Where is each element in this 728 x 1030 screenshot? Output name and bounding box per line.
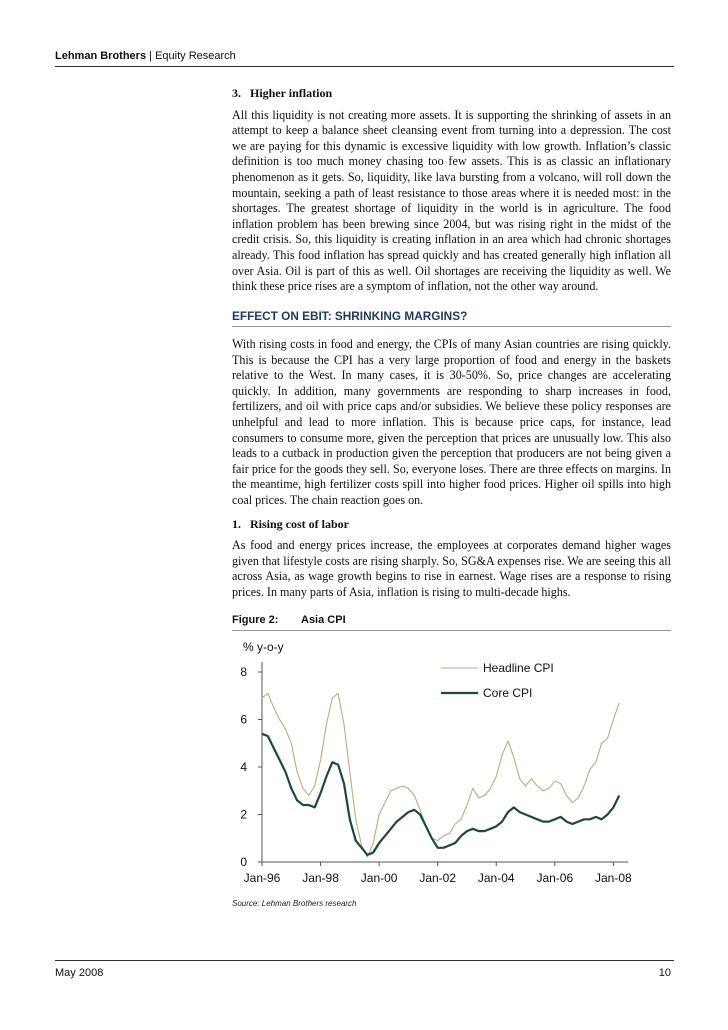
y-tick-label: 8 xyxy=(240,665,247,679)
x-tick-label: Jan-08 xyxy=(595,871,632,885)
page-number: 10 xyxy=(658,967,671,979)
headline-cpi-line xyxy=(262,693,619,857)
figure-title: Asia CPI xyxy=(301,614,346,626)
paragraph-labor: As food and energy prices increase, the employees at corporates demand higher wages given that lifestyle costs are rising sharply. So, SG&A expenses rise. We are seeing this all across Asia, as wage growth begins to rise in earnest. Wage rises are a response to rising prices. In many parts of Asia, inflation is rising to multi-decade highs. xyxy=(232,538,671,599)
legend-label: Headline CPI xyxy=(483,661,554,675)
y-tick-label: 6 xyxy=(240,712,247,727)
figure-rule xyxy=(232,630,671,631)
figure-source: Source: Lehman Brothers research xyxy=(232,899,357,908)
section-heading xyxy=(232,86,671,102)
y-axis-label: % y-o-y xyxy=(243,640,284,654)
subsection-number: 1. xyxy=(232,516,241,531)
x-tick-label: Jan-06 xyxy=(536,871,574,885)
asia-cpi-chart xyxy=(232,634,671,892)
y-tick-label: 4 xyxy=(240,760,247,774)
subsection-heading xyxy=(232,517,671,533)
header-separator: | xyxy=(146,50,156,62)
paragraph-higher-inflation: All this liquidity is not creating more assets. It is supporting the shrinking of assets in an attempt to keep a balance sheet cleansing event from turning into a depression. The cost we are paying for this dynamic is excessive liquidity with low growth. Inflation’s classic definition is too much money chasing too few assets. This is as classic an inflationary phenomenon as it gets. So, liquidity, like lava bursting from a volcano, will roll down the mountain, seeking a path of least resistance to those areas where it is needed most: in the shortages. The greatest shortage of liquidity in the world is in agriculture. The food inflation problem has been brewing since 2004, but was rising right in the midst of the credit crisis. So, this liquidity is creating inflation in an area which had chronic shortages already. This food inflation has spread quickly and has created generally high inflation all over Asia. Oil is part of this as well. Oil shortages are receiving the liquidity as well. We think these price rises are a symptom of inflation, not the other way around. xyxy=(232,107,671,294)
figure-label: Figure 2: xyxy=(232,614,279,626)
footer-rule xyxy=(55,960,674,961)
y-tick-label: 2 xyxy=(240,807,247,822)
x-tick-label: Jan-00 xyxy=(360,871,398,885)
x-tick-label: Jan-04 xyxy=(477,871,515,885)
section-title: Higher inflation xyxy=(250,86,333,100)
section-number: 3. xyxy=(232,86,241,100)
section-ebit xyxy=(232,337,671,601)
legend-label: Core CPI xyxy=(483,686,533,700)
section-rule xyxy=(232,326,671,327)
header-dept: Equity Research xyxy=(155,50,236,62)
y-tick-label: 0 xyxy=(240,855,247,869)
section-heading-ebit: EFFECT ON EBIT: SHRINKING MARGINS? xyxy=(232,309,468,323)
x-tick-label: Jan-96 xyxy=(243,871,281,885)
running-header xyxy=(55,50,236,62)
paragraph-ebit: With rising costs in food and energy, the CPIs of many Asian countries are rising quickly. This is because the CPI has a very large proportion of food and energy in the baskets relative to the West. In many cases, it is 30-50%. So, price changes are accelerating quickly. In addition, many governments are responding to sharp increases in food, fertilizers, and oil with price caps and/or subsidies. We believe these policy responses are unhelpful and lead to more inflation. This is because price caps, for instance, lead consumers to consume more, given the perception that prices are unusually low. This also leads to a cutback in production given the perception that producers are not being given a fair price for the goods they sell. So, everyone loses. There are three effects on margins. In the meantime, high fertilizer costs spill into higher food prices. Higher oil spills into high coal prices. The chain reaction goes on. xyxy=(232,337,671,507)
footer-date: May 2008 xyxy=(55,967,104,979)
section-higher-inflation xyxy=(232,86,671,295)
header-firm: Lehman Brothers xyxy=(55,50,147,62)
x-tick-label: Jan-02 xyxy=(419,871,457,885)
header-rule xyxy=(55,66,674,67)
x-tick-label: Jan-98 xyxy=(302,871,339,885)
subsection-title: Rising cost of labor xyxy=(250,516,349,531)
